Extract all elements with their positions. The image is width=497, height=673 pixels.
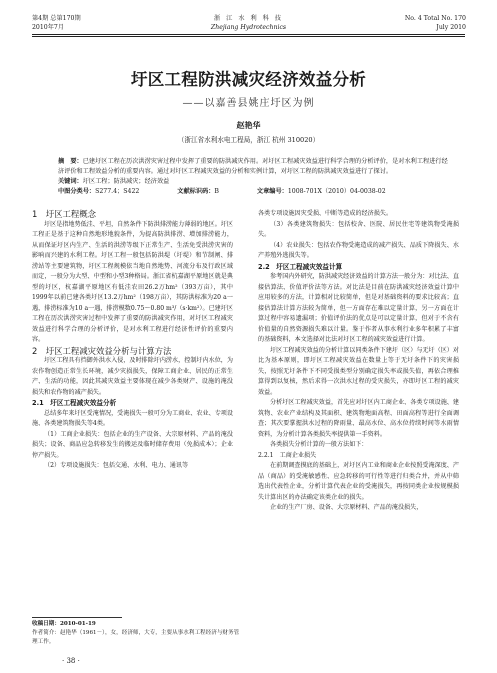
abstract-block bbox=[58, 157, 448, 197]
subsection-heading-2-2: 2.2 圩区工程减灾效益计算 bbox=[258, 262, 343, 271]
header-issue-en: No. 4 Total No. 170 bbox=[404, 15, 466, 22]
header-date-en: July 2010 bbox=[436, 24, 466, 31]
article-number-label: 文章编号： bbox=[256, 188, 288, 195]
doc-code-label: 文献标识码： bbox=[177, 188, 215, 195]
right-column bbox=[258, 209, 459, 514]
keywords-line bbox=[58, 177, 448, 187]
paragraph: （3）各类建筑物损失：包括校舍、医院、居民住宅等建筑物受淹损失。 bbox=[258, 220, 459, 238]
paragraph: 各类专项设施因灾受损、中断等造成的经济损失。 bbox=[258, 210, 393, 217]
abstract-paragraph bbox=[58, 157, 448, 177]
header-rule-thin bbox=[32, 36, 465, 37]
article-subtitle: ——以嘉善县姚庄圩区为例 bbox=[182, 98, 315, 109]
paragraph: 在前期调查摸底的基础上，对圩区内工业和商业企业按照受淹深度、产品（商品）的受淹敏感性、应急转移的可行性等进行归类合并，并从中筛选出代表性企业，分析计算代表企业的受淹损失，再按同类企业按规模损失计算出区的办法确定该类企业的损失。 bbox=[258, 462, 459, 501]
paragraph: 圩区工程减灾效益的分析计算以同类条件下建圩（区）与无圩（区）对比为基本原则，即圩区工程减灾效益在数量上等于无圩条件下的灾害损失，按照无圩条件下不同受损类型分别确定损失率或损失值，再依合理推算得到以复核，然后求得一次洪水过程的受灾损失，亦即圩区工程的减灾效益。 bbox=[258, 346, 459, 396]
paragraph: 参考国内外研究，防洪减灾经济效益的计算方法一般分为：对比法、直接估算法、价值评价法等方法。对比法是目前在防洪减灾经济效益计算中应用较多的方法，计算相对比较简单，但是对基础资料的要求比较高；直接估算法计算方法较为简单，但一方面存在难以定量计算，另一方面在计算过程中容易遗漏项；价值评价法的优点是可以定量计算，但对于不含有价值量的自然资源损失难以计量。鉴于作者从事水利行业多年积累了丰富的基础资料，本文选择对比法对圩区工程的减灾效益进行计算。 bbox=[258, 273, 459, 343]
author-bio: 作者简介：赵艳华（1961－），女，经济师，大专，主要从事水利工程经济与财务管理工作。 bbox=[32, 630, 240, 645]
article-title: 圩区工程防洪减灾经济效益分析 bbox=[130, 70, 367, 89]
header-journal-cn: 浙 江 水 利 科 技 bbox=[214, 15, 283, 22]
clc-value: S277.4；S422 bbox=[95, 188, 140, 195]
paragraph: 分析圩区工程减灾效益，首先应对圩区内工商企业、各类专项设施、建筑物、农业产业结构及其面积、建筑物地面高程、田面高程等进行全面调查；其次要掌握洪水过程的降雨量、最高水位、高水位持续时间等水雨情资料，为分析计算各类损失率提供第一手资料。 bbox=[258, 399, 459, 438]
received-date: 收稿日期：2010-01-19 bbox=[32, 621, 96, 627]
author-affiliation: （浙江省水利水电工程局，浙江 杭州 310020） bbox=[177, 136, 320, 144]
paragraph: （2）专项设施损失：包括交通、水利、电力、通讯等 bbox=[44, 462, 189, 469]
paragraph: 圩区是指地势低洼、平坦，自然条件下防洪排涝能力薄弱的地区。圩区工程正是基于这种自然地形地貌条件，为提高防洪排涝、增加排涝能力，从而保证圩区内生产、生活的洪涝等级下正常生产、生活免受洪涝灾害的影响而兴建的水利工程。圩区工程一般包括防洪堤（圩堤）和节制闸、排涝站等主要建筑物，圩区工程规模依当地自然地势、河流分布及行政区域而定，一般分为大型、中型和小型3种格局。浙江省杭嘉湖平原地区就是典型的圩区，杭嘉湖平原地区有低洼农田26.2万hm²（393万亩），其中1999年以前已建各类圩区13.2万hm²（198万亩），其防洪标准为20 a一遇，排涝标准为10 a一遇，排涝模数0.75～0.80 m³/（s·km²）。已建圩区工程在历次洪涝灾害过程中发挥了重要的防洪减灾作用，对圩区工程减灾效益进行科学合理的分析评价，是对水利工程进行经济性评价的重要内容。 bbox=[32, 220, 233, 343]
paragraph: 各类损失分析计算的一般方法如下： bbox=[270, 441, 368, 448]
doc-code-value: B bbox=[214, 188, 219, 195]
subsubsection-heading-2-2-1: 2.2.1 工商企业损失 bbox=[258, 451, 317, 459]
keywords-text: 圩区工程；防洪减灾；经济效益 bbox=[82, 178, 170, 185]
clc-label: 中图分类号： bbox=[58, 188, 96, 195]
section-heading-2: 2 圩区工程减灾效益分析与计算方法 bbox=[32, 345, 172, 356]
abstract-label: 摘 要： bbox=[58, 158, 83, 165]
author-name: 赵艳华 bbox=[236, 120, 261, 130]
header-issue: 第4期 总第170期 bbox=[32, 15, 81, 22]
header-journal-en: Zhejiang Hydrotechnics bbox=[210, 24, 287, 31]
abstract-text: 已建圩区工程在历次洪涝灾害过程中发挥了重要的防洪减灾作用。对圩区工程减灾效益进行科学合理的分析评价，是对水利工程进行经济评价和工程效益分析的重要内容。通过对圩区工程减灾效益的分析和实例计算，对圩区工程的防洪减灾效益进行了探讨。 bbox=[58, 158, 448, 175]
footnote bbox=[32, 620, 242, 647]
article-number-value: 1008-701X（2010）04-0038-02 bbox=[287, 188, 386, 195]
paragraph: （1）工商企业损失：包括企业的生产设备、大宗原材料、产品的淹没损失；设备、商品应急转移发生的搬运及临时储存费用（免损成本）；企业停产损失。 bbox=[32, 430, 233, 459]
header-date-cn: 2010年7月 bbox=[32, 24, 65, 31]
page-number: · 38 · bbox=[62, 657, 80, 665]
subsection-heading-2-1: 2.1 圩区工程减灾效益分析 bbox=[32, 399, 117, 407]
footnote-rule bbox=[32, 617, 122, 618]
keywords-label: 关键词： bbox=[58, 178, 83, 185]
paragraph: （4）农业损失：包括农作物受淹造成的减产损失、品质下降损失、水产养殖外逃损失等。 bbox=[258, 241, 459, 259]
section-heading-1: 1 圩区工程概念 bbox=[32, 209, 96, 219]
header-rule bbox=[32, 34, 465, 35]
paragraph: 圩区工程具有挡御外洪水入侵，及时排除圩内涝水，控制圩内水位，为农作物创造正常生长环境，减少灾损损失，保障工商企业、居民的正常生产、生活的功能，因此其减灾效益主要体现在减少各类财产、设施的淹没损失和农作物的减产损失。 bbox=[32, 357, 233, 396]
left-column bbox=[32, 209, 233, 472]
paragraph: 企业的生产厂房、设备、大宗原材料、产品的淹没损失， bbox=[270, 504, 423, 511]
classification-line bbox=[58, 187, 448, 197]
paragraph: 总结多年来圩区受淹情况，受淹损失一般可分为工商业、农业、专项设施、各类建筑物损失等4类。 bbox=[32, 409, 233, 427]
